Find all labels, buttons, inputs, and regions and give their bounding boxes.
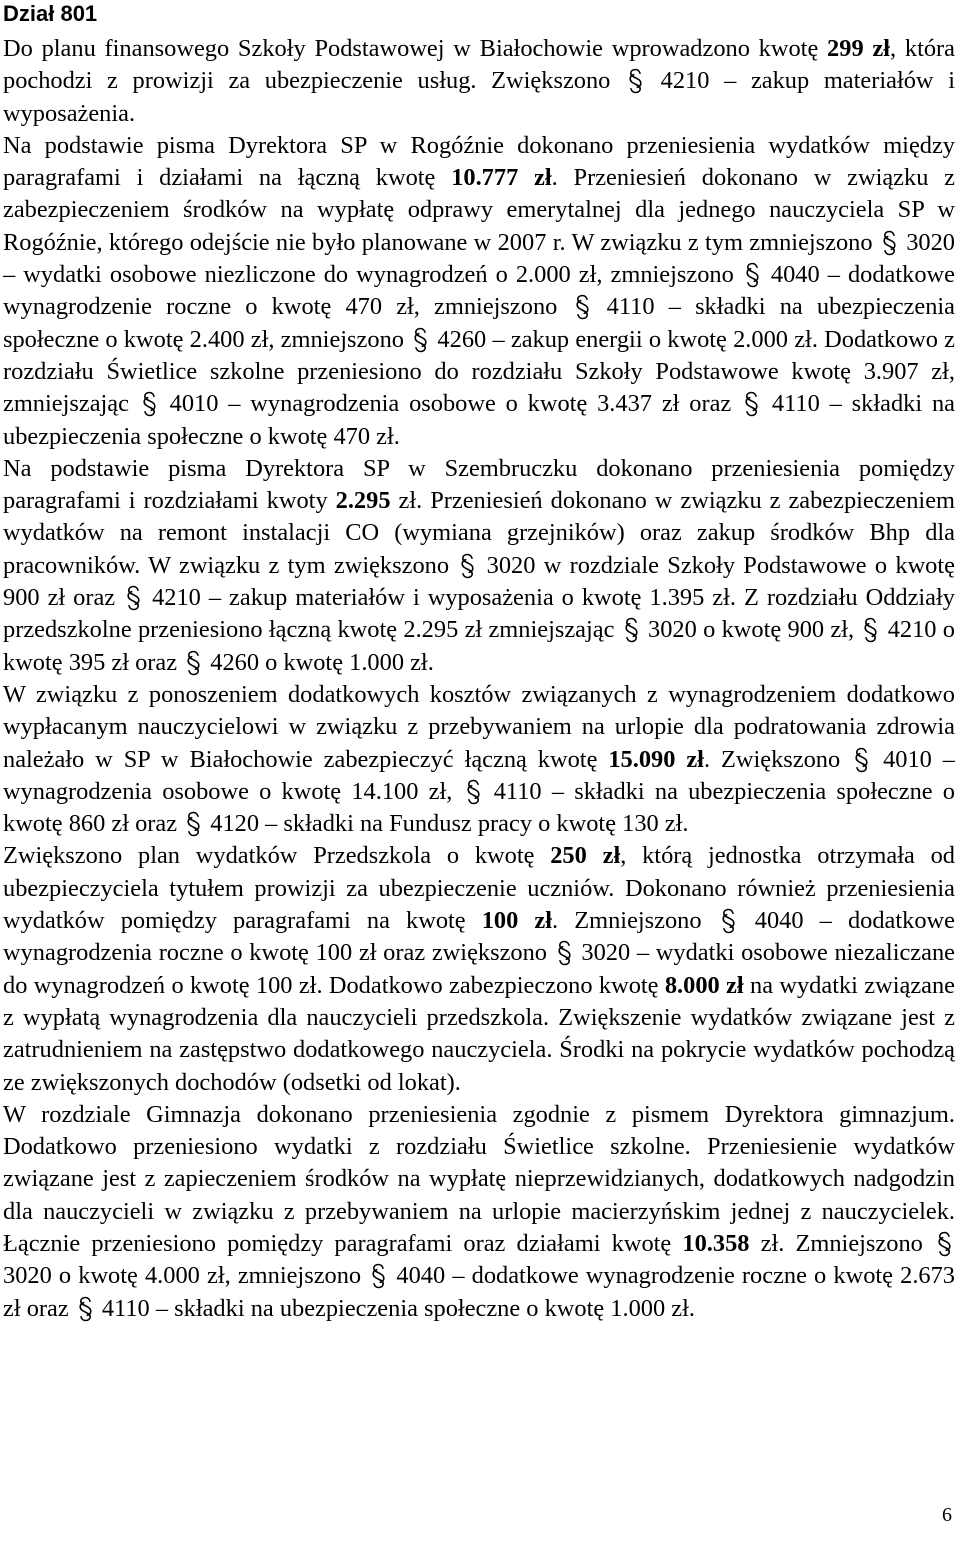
text-run: 4010 – wynagrodzenia osobowe o kwotę 3.437 zł oraz [159,390,742,418]
text-run: 3020 – wydatki osobowe niezaliczane do wynagrodzeń o kwotę 100 zł. Dodatkowo zabezpieczono kwotę [3,939,955,999]
text-run: W rozdziale Gimnazja dokonano przeniesienia zgodnie z pismem Dyrektora gimnazjum. Dodatkowo przeniesiono wydatki z rozdziału Świetlice szkolne. Przeniesienie wydatków związane jest z zapieczeniem środków na wypłatę nieprzewidzianych, dodatkowych nadgodzin dla nauczycieli w związku z przebywaniem na urlopie macierzyńskim jednej z nauczycielek. Łącznie przeniesiono pomiędzy paragrafami oraz działami kwotę [3,1100,955,1257]
bold-amount: 2.295 [335,487,391,515]
text-run: 4120 – składki na Fundusz pracy o kwotę 130 zł. [204,810,689,838]
paragraph [3,453,955,679]
text-run: zł. Przeniesień dokonano w związku z zabezpieczeniem wydatków na remont instalacji CO (wymiana grzejników) oraz zakup środków Bhp dla pracowników. W związku z tym zwiększono [3,487,955,579]
text-run: 3020 – wydatki osobowe niezliczone do wynagrodzeń o 2.000 zł, zmniejszono [3,228,955,289]
text-run: 4110 – składki na ubezpieczenia społeczne o kwotę 860 zł oraz [3,777,955,838]
section-sign-icon [412,327,429,353]
text-run: 4210 – zakup materiałów i wyposażenia o kwotę 1.395 zł. Z rozdziału Oddziały przedszkolne przeniesiono łączną kwotę 2.295 zł zmniejszając [3,584,955,644]
section-sign-icon [77,1296,94,1322]
bold-amount: 15.090 zł [608,745,704,773]
bold-amount: 250 zł [550,842,621,870]
paragraph [3,679,955,840]
section-sign-icon [881,230,898,256]
text-run: , którą jednostka otrzymała od ubezpieczyciela tytułem prowizji za ubezpieczenie uczniów. Dokonano również przeniesienia wydatków pomiędzy paragrafami na kwotę [3,842,955,935]
paragraph [3,1099,955,1325]
section-sign-icon [459,553,476,579]
bold-amount: 10.777 zł [451,164,552,192]
section-sign-icon [744,262,761,288]
text-run: Zwiększono plan wydatków Przedszkola o kwotę [3,842,551,870]
section-sign-icon [141,391,158,417]
section-sign-icon [574,294,591,320]
section-sign-icon [185,811,202,837]
bold-amount: 10.358 [682,1229,750,1257]
text-run: 4010 – wynagrodzenia osobowe o kwotę 14.100 zł, [3,745,955,805]
bold-amount: 299 zł [827,35,891,62]
section-sign-icon [936,1231,953,1257]
text-run: 4260 o kwotę 1.000 zł. [204,648,434,676]
text-run: 3020 w rozdziale Szkoły Podstawowe o kwotę 900 zł oraz [3,551,955,612]
text-run: Do planu finansowego Szkoły Podstawowej w Białochowie wprowadzono kwotę [3,35,828,62]
page-number: 6 [942,1504,952,1526]
text-run: Na podstawie pisma Dyrektora SP w Szembruczku dokonano przeniesienia pomiędzy paragrafami i rozdziałami kwoty [3,454,955,515]
section-sign-icon [556,940,573,966]
text-run: 4040 – dodatkowe wynagrodzenie roczne o kwotę 2.673 zł oraz [3,1262,956,1322]
text-run: 3020 o kwotę 4.000 zł, zmniejszono [3,1262,369,1290]
text-run: Na podstawie pisma Dyrektora SP w Rogóźnie dokonano przeniesienia wydatków między paragrafami i działami na łączną kwotę [3,131,955,192]
text-run: 4040 – dodatkowe wynagrodzenia roczne o kwotę 100 zł oraz zwiększono [3,907,955,967]
section-sign-icon [743,391,760,417]
section-sign-icon [465,779,482,805]
paragraph [3,130,955,453]
text-run: 4260 – zakup energii o kwotę 2.000 zł. Dodatkowo z rozdziału Świetlice szkolne przeniesiono do rozdziału Szkoły Podstawowe kwotę 3.907 zł, zmniejszając [3,325,956,418]
text-run: . Zwiększono [703,745,852,773]
text-run: W związku z ponoszeniem dodatkowych kosztów związanych z wynagrodzeniem dodatkowo wypłacanym nauczycielowi w związku z przebywaniem na urlopie dla podratowania zdrowia należało w SP w Białochowie zabezpieczyć łączną kwotę [3,680,955,773]
section-sign-icon [862,617,879,643]
text-run: . Zmniejszono [552,907,718,935]
text-run: 3020 o kwotę 900 zł, [641,616,861,644]
paragraph [3,840,955,1098]
section-sign-icon [627,68,644,94]
section-sign-icon [125,585,142,611]
text-run: 4040 – dodatkowe wynagrodzenie roczne o kwotę 470 zł, zmniejszono [3,261,955,321]
section-sign-icon [370,1263,387,1289]
section-sign-icon [623,617,640,643]
document-body [3,33,955,1325]
text-run: 4210 o kwotę 395 zł oraz [3,616,955,676]
document-page [3,0,955,1325]
paragraph [3,33,955,130]
text-run: 4110 – składki na ubezpieczenia społeczne o kwotę 1.000 zł. [95,1294,695,1322]
text-run: zł. Zmniejszono [749,1229,934,1257]
text-run: 4210 – zakup materiałów i wyposażenia. [3,67,955,127]
text-run: , która pochodzi z prowizji za ubezpieczenie usług. Zwiększono [3,35,955,95]
text-run: na wydatki związane z wypłatą wynagrodzenia dla nauczycieli przedszkola. Zwiększenie wydatków związane jest z zatrudnieniem na zastępstwo dodatkowego nauczyciela. Środki na pokrycie wydatków pochodzą ze zwiększonych dochodów (odsetki od lokat). [3,971,955,1096]
text-run: 4110 – składki na ubezpieczenia społeczne o kwotę 470 zł. [3,390,955,450]
section-sign-icon [185,650,202,676]
text-run: . Przeniesień dokonano w związku z zabezpieczeniem środków na wypłatę odprawy emerytalnej dla jednego nauczyciela SP w Rogóźnie, którego odejście nie było planowane w 2007 r. W związku z tym zmniejszono [3,164,955,256]
text-run: 4110 – składki na ubezpieczenia społeczne o kwotę 2.400 zł, zmniejszono [3,293,955,353]
section-heading: Dział 801 [3,1,98,26]
bold-amount: 8.000 zł [664,971,744,999]
bold-amount: 100 zł [481,907,553,935]
section-sign-icon [853,747,870,773]
section-sign-icon [720,908,737,934]
